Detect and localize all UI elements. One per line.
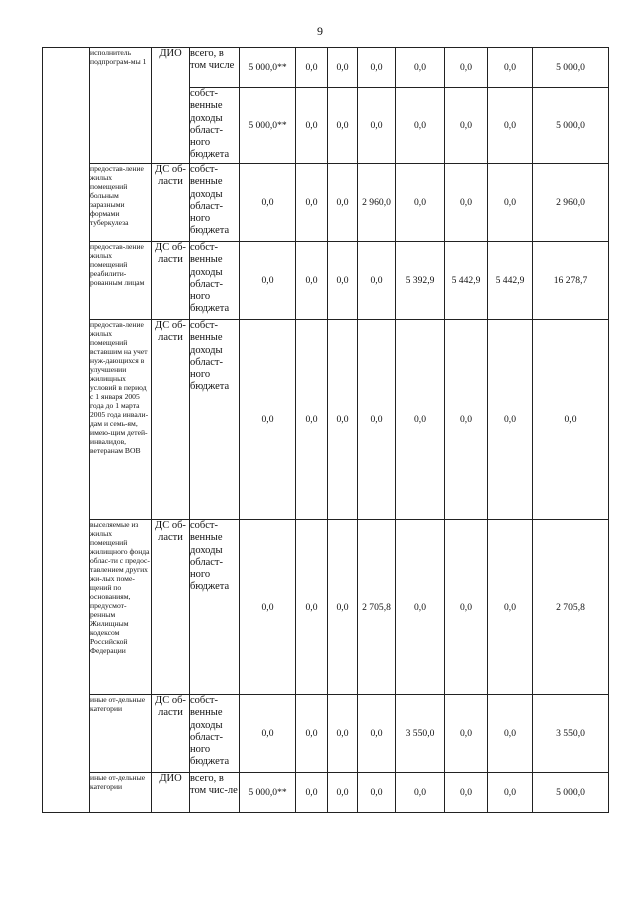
value-cell: 0,0	[358, 88, 396, 164]
source-cell: собст-венные доходы област-ного бюджета	[190, 320, 240, 520]
value-cell-total: 16 278,7	[533, 242, 609, 320]
value-cell: 5 442,9	[488, 242, 533, 320]
responsible-cell: ДИО	[152, 48, 190, 164]
value-cell: 0,0	[488, 320, 533, 520]
responsible-cell: ДИО	[152, 773, 190, 813]
value-cell: 0,0	[328, 48, 358, 88]
value-cell: 0,0	[240, 695, 296, 773]
value-cell-total: 3 550,0	[533, 695, 609, 773]
table-row	[43, 520, 609, 695]
value-cell: 0,0	[396, 48, 445, 88]
value-cell: 3 550,0	[396, 695, 445, 773]
value-cell: 0,0	[445, 695, 488, 773]
value-cell-total: 2 705,8	[533, 520, 609, 695]
value-cell: 0,0	[488, 164, 533, 242]
value-cell: 0,0	[445, 164, 488, 242]
responsible-cell: ДС об-ласти	[152, 242, 190, 320]
row-name-cell: выселяемые из жилых помещений жилищного фонда облас-ти с предос-тавлением других жи-лых поме-щений по основаниям, предусмот-ренным Жилищным кодексом Российской Федерации	[90, 520, 152, 695]
value-cell: 0,0	[296, 520, 328, 695]
value-cell: 0,0	[445, 88, 488, 164]
table-row	[43, 242, 609, 320]
value-cell: 0,0	[240, 242, 296, 320]
value-cell-total: 5 000,0	[533, 88, 609, 164]
value-cell: 0,0	[328, 773, 358, 813]
value-cell: 0,0	[296, 88, 328, 164]
value-cell: 0,0	[358, 48, 396, 88]
table-row	[43, 773, 609, 813]
value-cell: 2 705,8	[358, 520, 396, 695]
responsible-cell: ДС об-ласти	[152, 164, 190, 242]
value-cell: 0,0	[445, 320, 488, 520]
value-cell: 5 442,9	[445, 242, 488, 320]
value-cell: 0,0	[296, 320, 328, 520]
value-cell: 0,0	[328, 520, 358, 695]
value-cell-total: 2 960,0	[533, 164, 609, 242]
row-name-cell: иные от-дельные категории	[90, 773, 152, 813]
value-cell: 0,0	[488, 773, 533, 813]
value-cell: 0,0	[396, 88, 445, 164]
value-cell: 0,0	[296, 164, 328, 242]
value-cell: 0,0	[445, 48, 488, 88]
value-cell-total: 0,0	[533, 320, 609, 520]
value-cell: 0,0	[358, 320, 396, 520]
value-cell: 0,0	[488, 48, 533, 88]
value-cell: 0,0	[396, 164, 445, 242]
value-cell: 0,0	[328, 242, 358, 320]
value-cell: 0,0	[328, 320, 358, 520]
value-cell-total: 5 000,0	[533, 773, 609, 813]
value-cell: 0,0	[240, 164, 296, 242]
budget-table	[42, 47, 609, 813]
table-row	[43, 695, 609, 773]
table-row	[43, 48, 609, 88]
source-cell: собст-венные доходы област-ного бюджета	[190, 88, 240, 164]
value-cell: 0,0	[296, 695, 328, 773]
value-cell: 0,0	[358, 242, 396, 320]
row-name-cell: предостав-ление жилых помещений реабилити-рованным лицам	[90, 242, 152, 320]
source-cell: всего, в том чис-ле	[190, 773, 240, 813]
value-cell: 0,0	[358, 695, 396, 773]
value-cell: 0,0	[240, 520, 296, 695]
value-cell: 0,0	[358, 773, 396, 813]
value-cell: 0,0	[296, 773, 328, 813]
value-cell: 5 392,9	[396, 242, 445, 320]
table-row	[43, 320, 609, 520]
value-cell: 5 000,0**	[240, 88, 296, 164]
responsible-cell: ДС об-ласти	[152, 520, 190, 695]
page-number: 9	[317, 24, 323, 38]
row-name-cell: предостав-ление жилых помещений больным заразными формами туберкулеза	[90, 164, 152, 242]
source-cell: собст-венные доходы област-ного бюджета	[190, 695, 240, 773]
value-cell: 0,0	[488, 520, 533, 695]
value-cell: 0,0	[396, 320, 445, 520]
value-cell: 0,0	[488, 695, 533, 773]
value-cell: 0,0	[396, 520, 445, 695]
value-cell: 0,0	[240, 320, 296, 520]
source-cell: собст-венные доходы област-ного бюджета	[190, 520, 240, 695]
value-cell: 0,0	[296, 48, 328, 88]
row-name-cell: исполнитель подпрограм-мы 1	[90, 48, 152, 164]
responsible-cell: ДС об-ласти	[152, 695, 190, 773]
value-cell: 0,0	[488, 88, 533, 164]
source-cell: собст-венные доходы област-ного бюджета	[190, 164, 240, 242]
value-cell: 0,0	[445, 773, 488, 813]
table-row	[43, 164, 609, 242]
row-name-cell: предостав-ление жилых помещений вставшим на учет нуж-дающихся в улучшении жилищных условий в период с 1 января 2005 года до 1 марта 2005 года инвали-дам и семь-ям, имею-щим детей-инвалидов, ветеранам ВОВ	[90, 320, 152, 520]
value-cell: 2 960,0	[358, 164, 396, 242]
source-cell: всего, в том числе	[190, 48, 240, 88]
value-cell: 0,0	[445, 520, 488, 695]
responsible-cell: ДС об-ласти	[152, 320, 190, 520]
source-cell: собст-венные доходы област-ного бюджета	[190, 242, 240, 320]
left-margin-cell	[43, 48, 90, 813]
value-cell-total: 5 000,0	[533, 48, 609, 88]
value-cell: 0,0	[396, 773, 445, 813]
row-name-cell: иные от-дельные категории	[90, 695, 152, 773]
value-cell: 5 000,0**	[240, 48, 296, 88]
value-cell: 0,0	[328, 164, 358, 242]
value-cell: 0,0	[328, 695, 358, 773]
value-cell: 0,0	[296, 242, 328, 320]
value-cell: 0,0	[328, 88, 358, 164]
value-cell: 5 000,0**	[240, 773, 296, 813]
